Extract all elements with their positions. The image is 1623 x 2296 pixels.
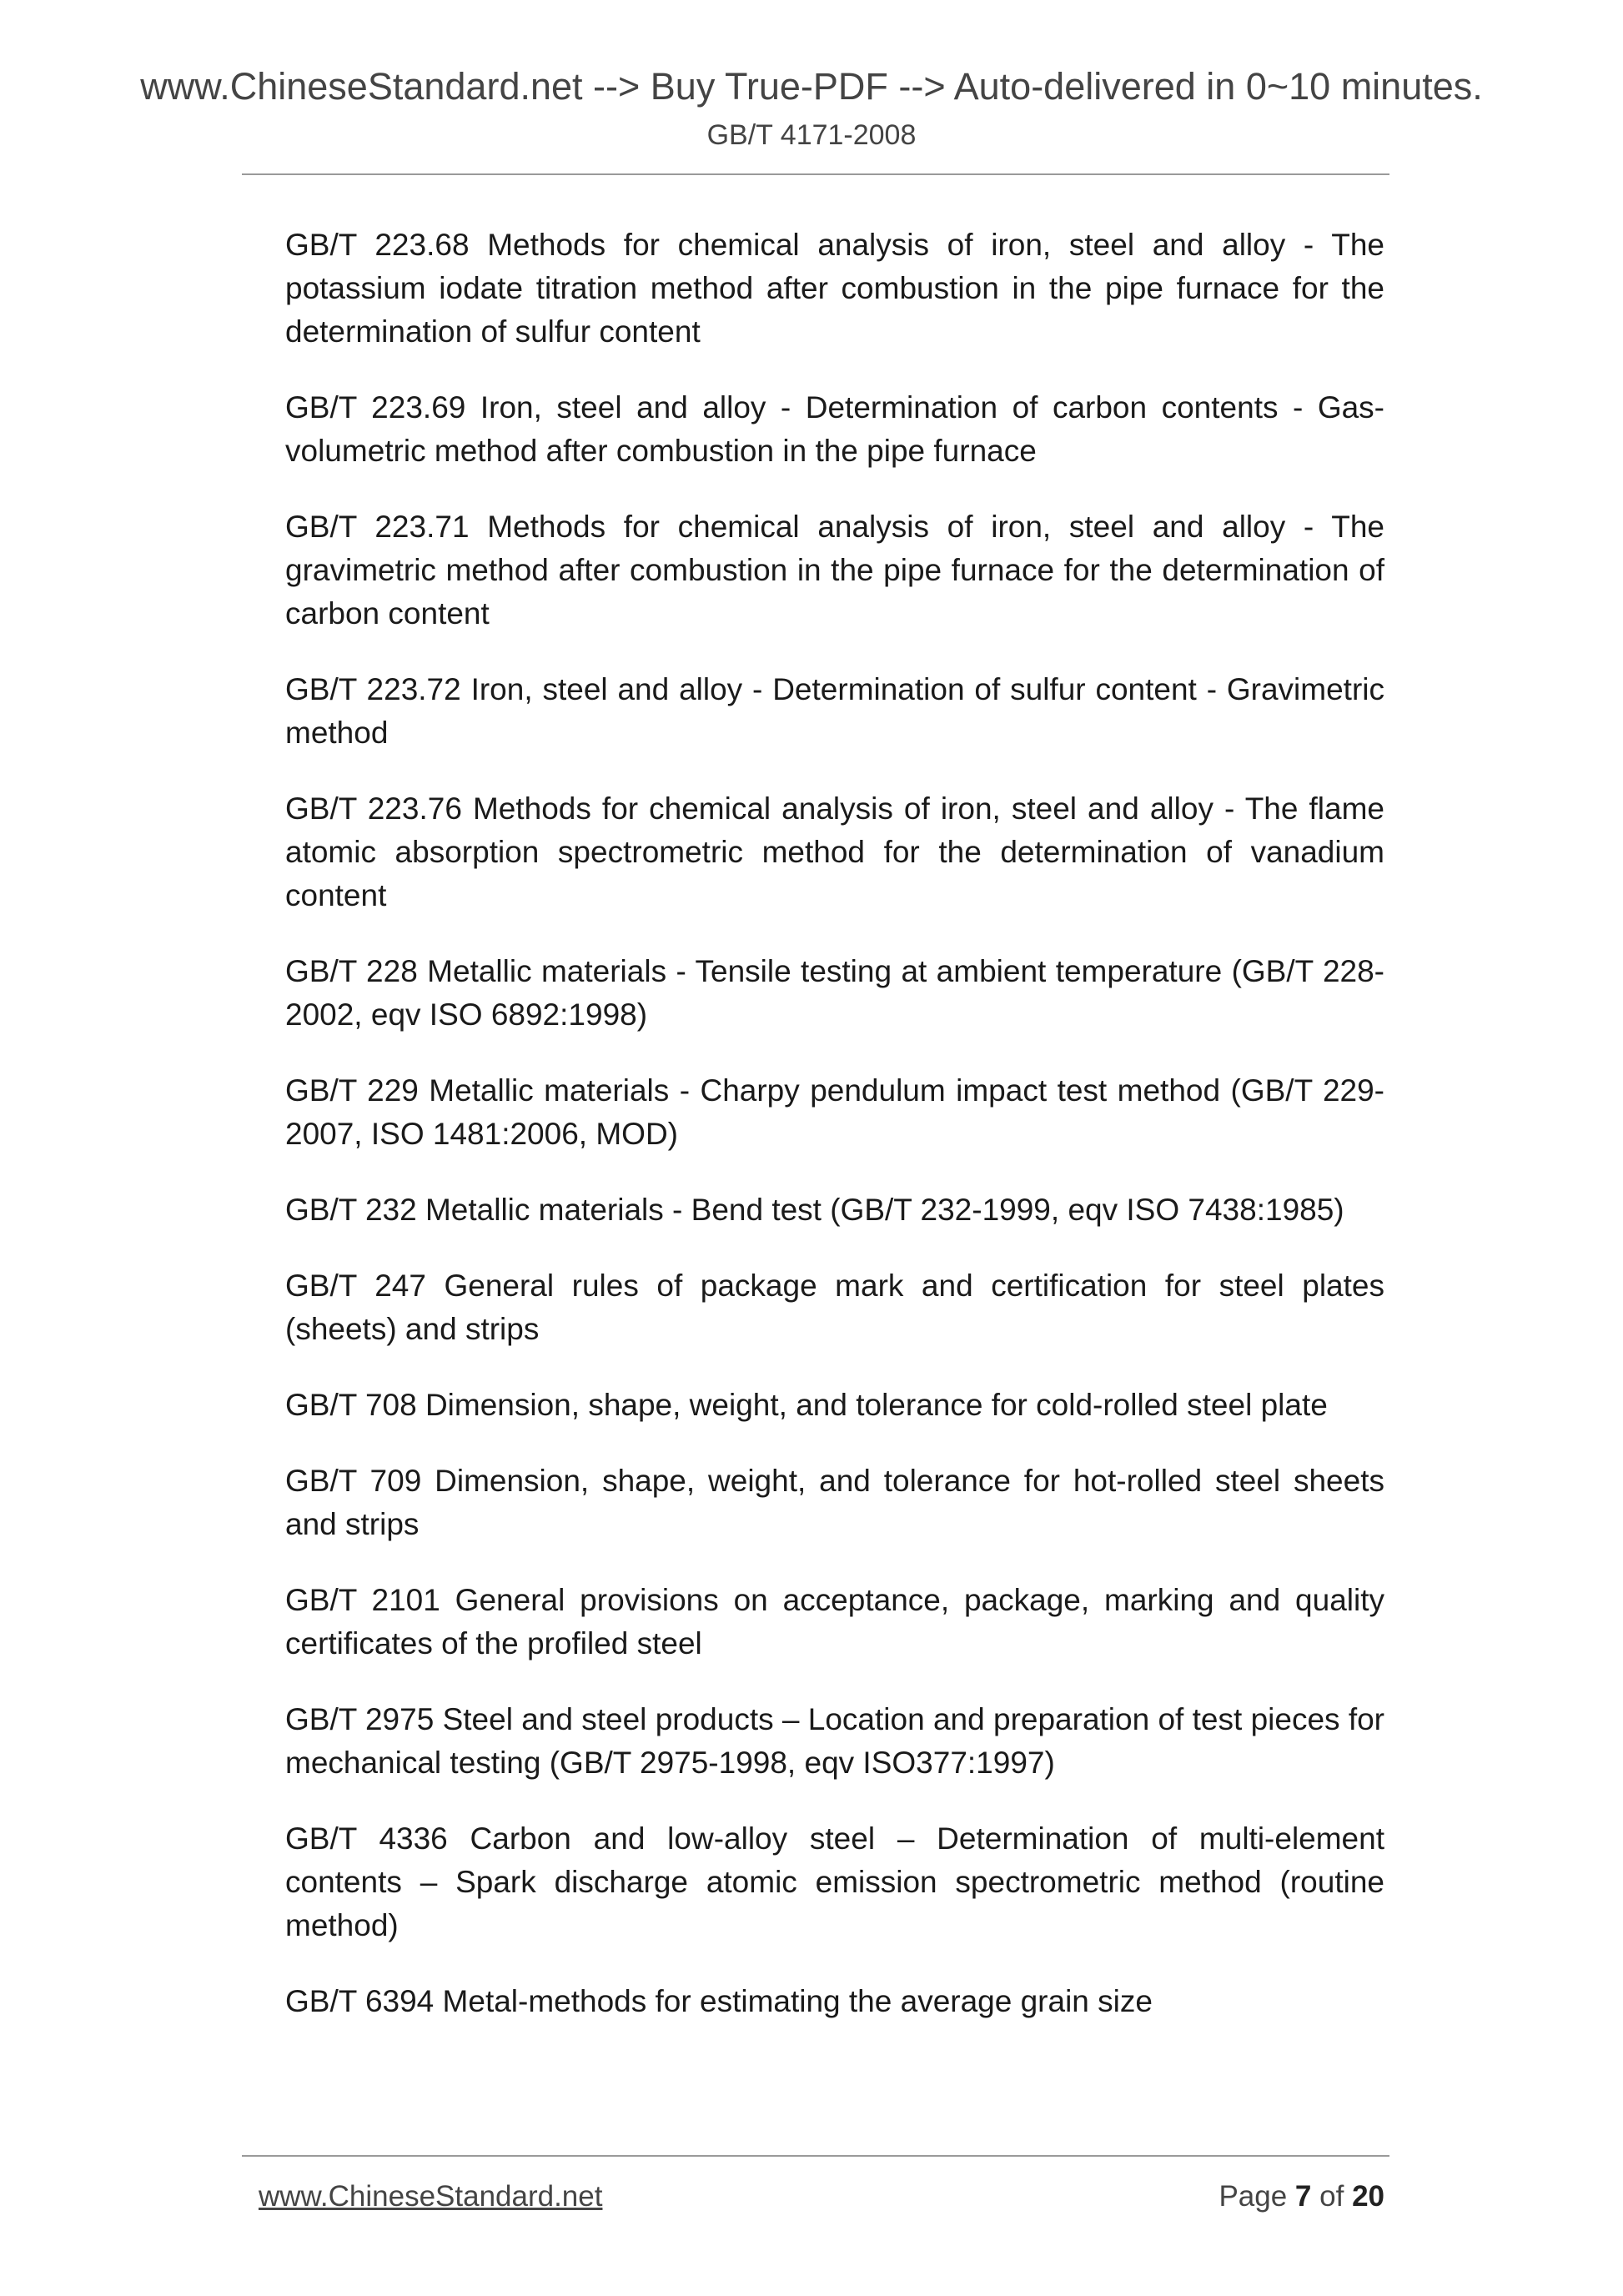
header-banner: www.ChineseStandard.net --> Buy True-PDF --> Auto-delivered in 0~10 minutes. <box>140 65 1483 108</box>
footer-divider <box>242 2155 1389 2157</box>
reference-item: GB/T 223.71 Methods for chemical analysis of iron, steel and alloy - The gravimetric method after combustion in the pipe furnace for the determination of carbon content <box>285 510 1384 631</box>
reference-item: GB/T 4336 Carbon and low-alloy steel – Determination of multi-element contents – Spark discharge atomic emission spectrometric method (routine method) <box>285 1821 1384 1942</box>
reference-item: GB/T 2975 Steel and steel products – Location and preparation of test pieces for mechanical testing (GB/T 2975-1998, eqv ISO377:1997) <box>285 1702 1384 1780</box>
reference-item: GB/T 2101 General provisions on acceptance, package, marking and quality certificates of the profiled steel <box>285 1583 1384 1660</box>
reference-item: GB/T 228 Metallic materials - Tensile testing at ambient temperature (GB/T 228-2002, eqv ISO 6892:1998) <box>285 954 1384 1032</box>
page-prefix: Page <box>1219 2180 1288 2213</box>
reference-item: GB/T 223.68 Methods for chemical analysis of iron, steel and alloy - The potassium iodate titration method after combustion in the pipe furnace for the determination of sulfur content <box>285 228 1384 349</box>
footer-site-link[interactable]: www.ChineseStandard.net <box>259 2180 603 2213</box>
reference-item: GB/T 708 Dimension, shape, weight, and tolerance for cold-rolled steel plate <box>285 1388 1328 1422</box>
reference-item: GB/T 223.72 Iron, steel and alloy - Determination of sulfur content - Gravimetric method <box>285 672 1384 750</box>
reference-item: GB/T 709 Dimension, shape, weight, and tolerance for hot-rolled steel sheets and strips <box>285 1464 1384 1541</box>
page-current: 7 <box>1294 2180 1312 2213</box>
page-total: 20 <box>1352 2180 1384 2213</box>
reference-item: GB/T 232 Metallic materials - Bend test (GB/T 232-1999, eqv ISO 7438:1985) <box>285 1193 1344 1227</box>
page-header <box>0 65 1623 153</box>
reference-item: GB/T 229 Metallic materials - Charpy pendulum impact test method (GB/T 229-2007, ISO 1481:2006, MOD) <box>285 1073 1384 1151</box>
page-indicator <box>1219 2178 1384 2215</box>
reference-item: GB/T 6394 Metal-methods for estimating the average grain size <box>285 1984 1153 2018</box>
header-divider <box>242 173 1389 175</box>
reference-item: GB/T 223.69 Iron, steel and alloy - Determination of carbon contents - Gas-volumetric method after combustion in the pipe furnace <box>285 390 1384 468</box>
page-of: of <box>1319 2180 1344 2213</box>
references-list <box>285 224 1384 2056</box>
standard-code: GB/T 4171-2008 <box>706 119 917 151</box>
reference-item: GB/T 223.76 Methods for chemical analysis of iron, steel and alloy - The flame atomic absorption spectrometric method for the determination of vanadium content <box>285 791 1384 912</box>
reference-item: GB/T 247 General rules of package mark and certification for steel plates (sheets) and strips <box>285 1269 1384 1346</box>
